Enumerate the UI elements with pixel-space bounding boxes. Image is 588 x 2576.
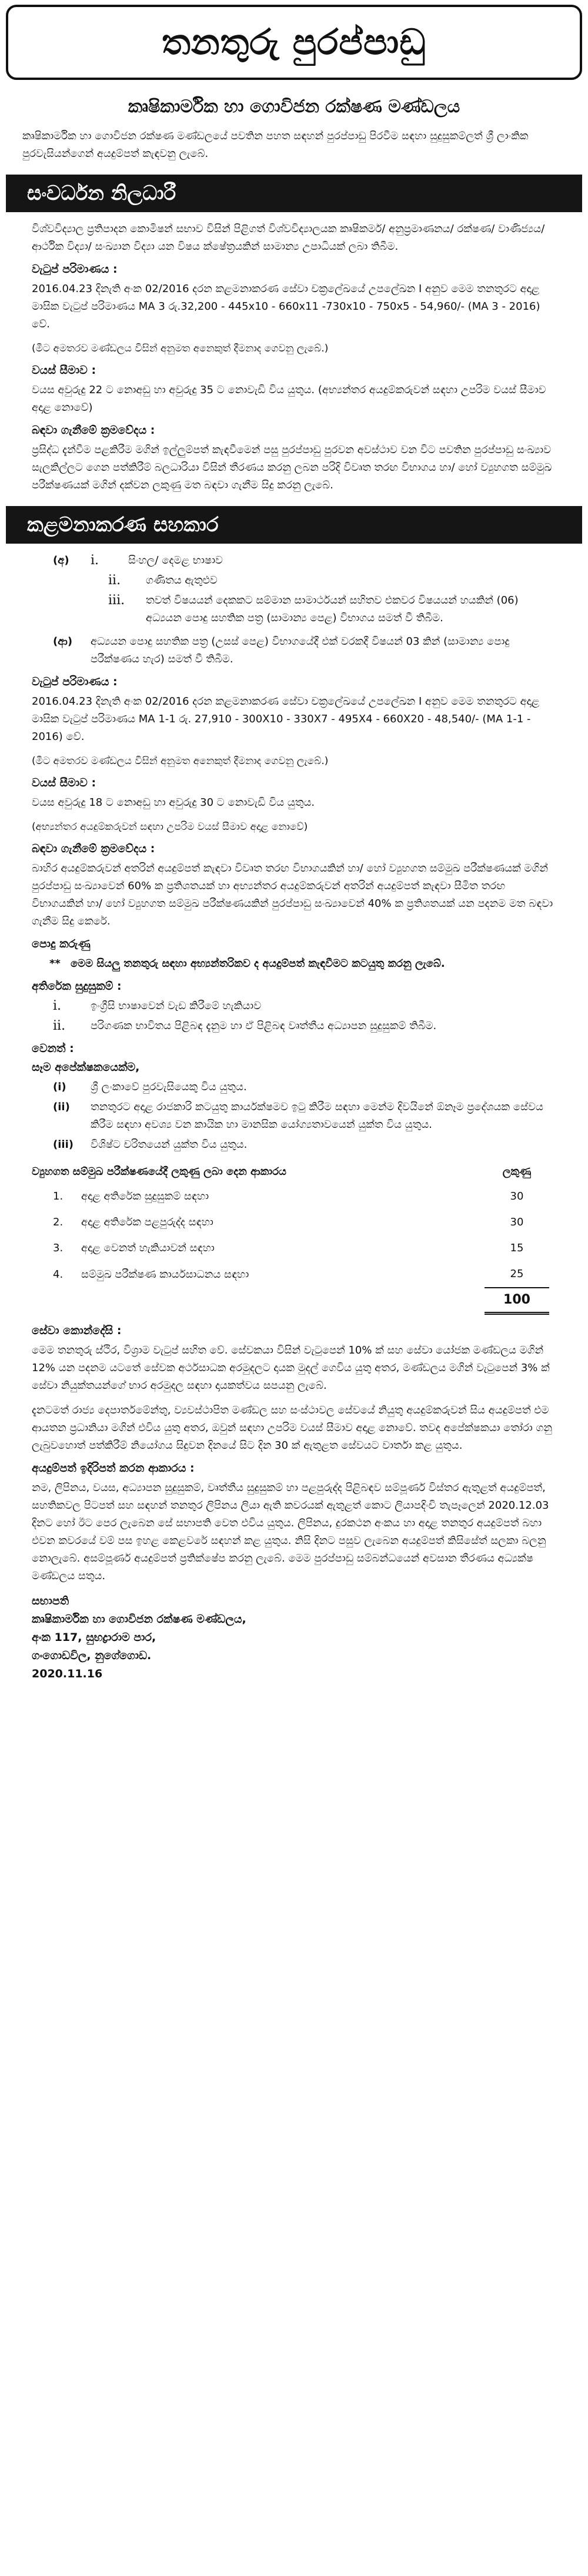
list-marker: (i) [53, 1081, 66, 1093]
marks-points-heading: ලකුණු [502, 1165, 532, 1178]
signatory-title: සභාපති [32, 1594, 69, 1607]
ma-salary-note: (මීට අමතරව මණ්ඩලය විසින් අනුමත අනෙකුත් දීමනාද ගෙවනු ලැබේ.) [32, 755, 329, 767]
ma-salary-text: 2016.04.23 දිනැති අංක 02/2016 දරන කළමනාකරණ සේවා චක්‍රලේඛයේ උපලේඛන I අනුව මෙම තනතුරට අදාළ මාසික වැටුප් පරිමාණය MA 1-1 රු. 27,910 - 300X10 - 330X7 - 495X4 - 660X20 - 48,540/- (MA 1-1 - 2016) වේ. [32, 695, 540, 743]
ma-recruit-heading: බඳවා ගැනීමේ ක්‍රමවේදය : [32, 842, 155, 855]
interview-marks-table [32, 1162, 549, 1315]
list-marker: (iii) [53, 1138, 74, 1151]
do-age-text: වයස අවුරුදු 22 ට නොඅඩු හා අවුරුදු 35 ට නොවැඩි විය යුතුය. (අභ්‍යන්තර අයදුම්කරුවන් සඳහා උපරිම වයස් සීමාව අදාළ නොවේ) [32, 384, 546, 414]
list-item [32, 1098, 556, 1134]
list-item [32, 572, 556, 589]
do-salary-heading: වැටුප් පරිමාණය : [32, 263, 118, 276]
general-conditions-heading: පොදු කරුණු [32, 937, 91, 950]
service-conditions-paragraph-2: දැනටමත් රාජ්‍ය දෙපාර්තමේන්තු, ව්‍යවස්ථාපිත මණ්ඩල සහ සංස්ථාවල සේවයේ නියුතු අයදුම්කරුවන් සිය අයදුම්පත් එම ආයතන ප්‍රධානියා මගින් එවිය යුතු අතර, ඔවුන් සඳහා උපරිම වයස් සීමාව අදාළ නොවේ. තවද අපේක්ෂකයා තෝරා ගනු ලැබුවහොත් පත්කිරීම් නියෝගය සිදුවන දිනයේ සිට දින 30 ක් ඇතුළත සේවයට වාර්තා කළ යුතුය. [32, 1404, 552, 1452]
general-conditions-text: මෙම සියලු තනතුරු සඳහා අභ්‍යන්තරිකව ද අයදුම්පත් කැඳවීමට කටයුතු කරනු ලැබේ. [71, 957, 445, 970]
table-total-row [32, 1288, 549, 1314]
notice-title: තනතුරු පුරප්පාඩු [6, 5, 582, 80]
apply-heading: අයදුම්පත් ඉදිරිපත් කරන ආකාරය : [32, 1462, 195, 1475]
row-number: 2. [53, 1216, 64, 1228]
list-item-text: තවත් විෂයයන් දෙකකට සම්මාන සාමාර්ථයන් සහිතව එකවර විෂයයන් හයකින් (06) අධ්‍යයන පොදු සහතික පත්‍ර (සාමාන්‍ය පෙළ) විභාගය සමත් වී තිබීම. [146, 594, 519, 624]
list-item [32, 997, 556, 1015]
row-number: 1. [53, 1190, 64, 1202]
do-qualification: විශ්වවිද්‍යාල ප්‍රතිපාදන කොමිෂන් සභාව විසින් පිළිගත් විශ්වවිද්‍යාලයක කෘෂිකර්ම/ අනුප්‍රමාණනය/ රක්ෂණ/ වාණිජ්‍යය/ ආර්ථික විද්‍යා/ සංඛ්‍යාන විද්‍යා යන විෂය ක්ෂේත්‍රයකින් සාමාන්‍ය උපාධියක් ලබා තිබීම. [32, 223, 545, 253]
list-item-text: සිංහල/ දෙමළ භාෂාව [128, 554, 223, 567]
address-line: ගංගොඩවිල, නුගේගොඩ. [32, 1649, 152, 1662]
table-row [32, 1261, 549, 1288]
list-marker: (ආ) [53, 635, 73, 648]
section-band-management-assistant: කළමනාකරණ සහකාර [6, 506, 582, 544]
list-item-text: ශ්‍රී ලංකාවේ පුරවැසියෙකු විය යුතුය. [91, 1081, 247, 1093]
list-item-text: පරිගණක භාවිතය පිළිබඳ දැනුම හා ඒ පිළිබඳ වෘත්තීය අධ්‍යාපන සුදුසුකම් තිබීම. [91, 1020, 437, 1032]
list-item-text: අධ්‍යයන පොදු සහතික පත්‍ර (උසස් පෙළ) විභාගයේදී එක් වරකදී විෂයන් 03 කින් (සාමාන්‍ය පොදු පරීක්ෂණය හැර) සමත් වී තිබීම. [91, 635, 510, 665]
list-marker: (ii) [53, 1101, 70, 1113]
list-item [32, 592, 556, 627]
list-marker: ii. [108, 573, 121, 588]
address-line: කෘෂිකාර්මික හා ගොවිජන රක්ෂණ මණ්ඩලය, [32, 1613, 246, 1626]
list-marker: i. [91, 553, 99, 568]
list-item-text: විශිෂ්ට චරිතයෙන් යුක්ත විය යුතුය. [91, 1138, 248, 1151]
address-line: අංක 117, සුභද්‍රාරාම පාර, [32, 1631, 156, 1644]
ma-age-heading: වයස් සීමාව : [32, 776, 96, 789]
ma-age-note: (අභ්‍යන්තර අයදුම්කරුවන් සඳහා උපරිම වයස් සීමාව අදාළ නොවේ) [32, 821, 308, 833]
do-age-heading: වයස් සීමාව : [32, 364, 96, 377]
management-assistant-section [6, 552, 582, 1683]
service-conditions-heading: සේවා කොන්දේසි : [32, 1324, 122, 1337]
row-points: 30 [510, 1216, 524, 1228]
list-item [32, 552, 556, 570]
section-band-development-officer: සංවර්ධන නිලධාරී [6, 175, 582, 212]
do-salary-text: 2016.04.23 දිනැති අංක 02/2016 දරන කළමනාකරණ සේවා චක්‍රලේඛයේ උපලේඛන I අනුව මෙම තනතුරට අදාළ මාසික වැටුප් පරිමාණය MA 3 රු.32,200 - 445x10 - 660x11 -730x10 - 750x5 - 54,960/- (MA 3 - 2016) වේ. [32, 283, 540, 330]
marks-total: 100 [485, 1288, 549, 1314]
do-salary-note: (මීට අමතරව මණ්ඩලය විසින් අනුමත අනෙකුත් දීමනාද ගෙවනු ලැබේ.) [32, 343, 329, 354]
do-recruit-text: ප්‍රසිද්ධ දැන්වීම පළකිරීම මගින් ඉල්ලුම්පත් කැඳවීමෙන් පසු පුරප්පාඩු පුරවන අවස්ථාව වන විට පවතින පුරප්පාඩු සංඛ්‍යාව සැලකිල්ලට ගෙන පත්කිරීම් බලධාරියා විසින් තීරණය කරනු ලබන පරිදි විවෘත තරඟ විභාගය හා/ හෝ ව්‍යුහගත සම්මුඛ පරීක්ෂණයක් මගින් දක්වන ලකුණු මත බඳවා ගැනීම සිදු කරනු ලැබේ. [32, 444, 552, 491]
list-item [32, 1078, 556, 1096]
ma-salary-heading: වැටුප් පරිමාණය : [32, 675, 118, 688]
list-item-text: ඉංග්‍රීසි භාෂාවෙන් වැඩ කිරීමේ හැකියාව [91, 1000, 262, 1012]
apply-text: නම, ලිපිනය, වයස, අධ්‍යාපන සුදුසුකම්, වෘත්තීය සුදුසුකම් හා පළපුරුද්ද පිළිබඳව සම්පූර්ණ විස්තර ඇතුළත් අයදුම්පත්, සහතිකවල පිටපත් සහ සඳහන් තනතුර ලිපිනය ලියා ඇති කවරයක් ඇතුළත් කොට ලියාපදිංචි තැපෑලෙන් 2020.12.03 දිනට හෝ ඊට පෙර ලැබෙන සේ සභාපති වෙත එවිය යුතුය. ලිපිනය, දුරකථන අංකය හා අදාළ තනතුර අයදුම්පත් බහා එවන කවරයේ වම් පස ඉහළ කෙළවරේ සඳහන් කළ යුතුය. නිසි දිනට පසුව ලැබෙන අයදුම්පත් කිසිසේත් සලකා බලනු නොලැබේ. අසම්පූර්ණ අයදුම්පත් ප්‍රතික්ෂේප කරනු ලැබේ. මෙම පුරප්පාඩු සම්බන්ධයෙන් අවසාන තීරණය අධ්‍යක්ෂ මණ්ඩලය සතුය. [32, 1482, 549, 1582]
row-points: 30 [510, 1190, 524, 1202]
physical-requirements-list [32, 1078, 556, 1154]
physical-heading: සෑම අපේක්ෂකයෙක්ම, [32, 1061, 140, 1074]
general-conditions-item [49, 955, 556, 973]
list-marker: iii. [108, 593, 125, 608]
row-criterion: අදාළ වෙනත් හැකියාවන් සඳහා [81, 1242, 215, 1254]
row-criterion: අදාළ අතිරේක පළපුරුද්ද සඳහා [81, 1216, 213, 1228]
table-header-row [32, 1162, 549, 1184]
signatory-block [32, 1592, 556, 1683]
other-heading: වෙනත් : [32, 1042, 74, 1055]
list-marker: ii. [53, 1019, 66, 1033]
row-number: 4. [53, 1268, 64, 1281]
ma-age-text: වයස අවුරුදු 18 ට නොඅඩු හා අවුරුදු 30 ට නොවැඩි විය යුතුය. [32, 796, 315, 809]
organization-name: කෘෂිකාර්මික හා ගොවිජන රක්ෂණ මණ්ඩලය [128, 96, 460, 117]
intro-text: කෘෂිකාර්මික හා ගොවිජන රක්ෂණ මණ්ඩලයේ පවතින පහත සඳහන් පුරප්පාඩු පිරවීම සඳහා සුදුසුකම්ලත් ශ්‍රී ලාංකික පුරවැසියන්ගෙන් අයදුම්පත් කැඳවනු ලැබේ. [22, 130, 529, 160]
table-row [32, 1184, 549, 1210]
additional-qualifications-list [32, 997, 556, 1035]
row-number: 3. [53, 1242, 64, 1254]
marks-heading: ව්‍යුහගත සම්මුඛ පරීක්ෂණයේදී ලකුණු ලබා දෙන ආකාරය [32, 1165, 287, 1178]
list-item [32, 1136, 556, 1154]
list-item [32, 633, 556, 668]
row-criterion: අදාළ අතිරේක සුදුසුකම් සඳහා [81, 1190, 209, 1202]
service-conditions-paragraph-1: මෙම තනතුරු ස්ථිර, විශ්‍රාම වැටුප් සහිත වේ. සේවකයා විසින් වැටුපෙන් 10% ක් සහ සේවා යෝජක මණ්ඩලය මගින් 12% යන පදනම යටතේ සේවක අර්ථසාධක අරමුදලට දායක මුදල් ගෙවිය යුතු අතර, මණ්ඩලය මගින් වැටුපෙන් 3% ක් සේවා නියුක්තයන්ගේ භාර අරමුදල සඳහා දායකත්වය සපයනු ලැබේ. [32, 1344, 550, 1392]
list-marker: i. [53, 999, 62, 1013]
row-points: 15 [510, 1242, 524, 1254]
row-criterion: සම්මුඛ පරීක්ෂණ කාර්යසාධනය සඳහා [81, 1268, 249, 1281]
ma-recruit-text: බාහිර අයදුම්කරුවන් අතරින් අයදුම්පත් කැඳවා විවෘත තරඟ විභාගයකින් හා/ හෝ ව්‍යුහගත සම්මුඛ පරීක්ෂණයක් මගින් පුරප්පාඩු සංඛ්‍යාවෙන් 60% ක ප්‍රතිශතයක් හා අභ්‍යන්තර අයදුම්කරුවන් අතරින් අයදුම්පත් කැඳවා සීමිත තරඟ විභාගයකින් හා/ හෝ ව්‍යුහගත සම්මුඛ පරීක්ෂණයකින් පුරප්පාඩු සංඛ්‍යාවෙන් 40% ක ප්‍රතිශතයක් යන පදනම මත බඳවා ගැනීම සිදු කෙරේ. [32, 862, 553, 927]
list-marker: (අ) [53, 554, 69, 567]
ma-qualifications-a [32, 552, 556, 668]
list-item-text: ගණිතය ඇතුළුව [146, 574, 218, 587]
list-item [32, 1017, 556, 1035]
additional-qualifications-heading: අතිරේක සුදුසුකම් : [32, 980, 122, 993]
notice-date: 2020.11.16 [32, 1667, 103, 1680]
table-row [32, 1210, 549, 1235]
vacancy-notice [6, 5, 582, 1683]
asterisk-icon: ** [49, 957, 61, 970]
table-row [32, 1235, 549, 1261]
do-recruit-heading: බඳවා ගැනීමේ ක්‍රමවේදය : [32, 424, 155, 437]
list-item-text: තනතුරට අදාළ රාජකාරි කටයුතු කාර්යක්ෂමව ඉටු කිරීම සඳහා මෙන්ම දිවයිනේ ඕනෑම ප්‍රදේශයක සේවය කිරීම සඳහා අවශ්‍ය වන කායික හා මානසික යෝග්‍යතාවයෙන් යුක්ත විය යුතුය. [91, 1101, 543, 1131]
development-officer-section [6, 220, 582, 494]
row-points: 25 [485, 1261, 549, 1288]
